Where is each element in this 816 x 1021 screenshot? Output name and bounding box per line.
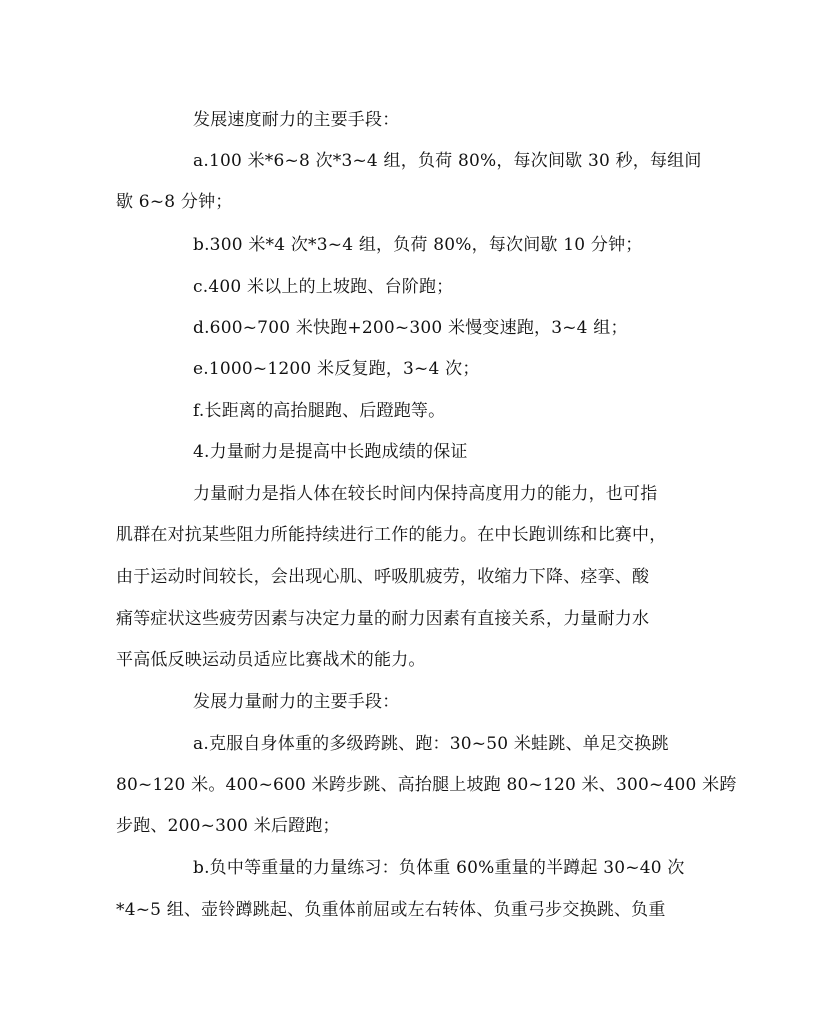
text-line: c.400 米以上的上坡跑、台阶跑；	[193, 277, 454, 297]
text-line: f.长距离的高抬腿跑、后蹬跑等。	[193, 401, 446, 421]
text-line: a.100 米*6~8 次*3~4 组，负荷 80%，每次间歇 30 秒，每组间	[193, 151, 702, 171]
paragraph-line: 肌群在对抗某些阻力所能持续进行工作的能力。在中长跑训练和比赛中，	[116, 525, 667, 545]
paragraph-line: 平高低反映运动员适应比赛战术的能力。	[116, 650, 426, 670]
text-line: *4~5 组、壶铃蹲跳起、负重体前屈或左右转体、负重弓步交换跳、负重	[116, 900, 666, 920]
heading-speed-endurance-methods: 发展速度耐力的主要手段：	[193, 110, 400, 130]
text-line: 步跑、200~300 米后蹬跑；	[116, 816, 340, 836]
text-line: b.300 米*4 次*3~4 组，负荷 80%，每次间歇 10 分钟；	[193, 235, 643, 255]
text-line: a.克服自身体重的多级跨跳、跑：30~50 米蛙跳、单足交换跳	[193, 734, 669, 754]
paragraph-line: 由于运动时间较长，会出现心肌、呼吸肌疲劳，收缩力下降、痉挛、酸	[116, 567, 650, 587]
text-line: 歇 6~8 分钟；	[116, 192, 233, 212]
paragraph-line: 力量耐力是指人体在较长时间内保持高度用力的能力，也可指	[193, 484, 658, 504]
text-line: d.600~700 米快跑+200~300 米慢变速跑，3~4 组；	[193, 318, 628, 338]
text-line: b.负中等重量的力量练习：负体重 60%重量的半蹲起 30~40 次	[193, 858, 685, 878]
paragraph-line: 痛等症状这些疲劳因素与决定力量的耐力因素有直接关系，力量耐力水	[116, 609, 650, 629]
text-line: 80~120 米。400~600 米跨步跳、高抬腿上坡跑 80~120 米、300~400 米跨	[116, 775, 737, 795]
heading-strength-endurance-methods: 发展力量耐力的主要手段：	[193, 692, 400, 712]
section-heading: 4.力量耐力是提高中长跑成绩的保证	[193, 442, 468, 462]
text-line: e.1000~1200 米反复跑，3~4 次；	[193, 359, 480, 379]
